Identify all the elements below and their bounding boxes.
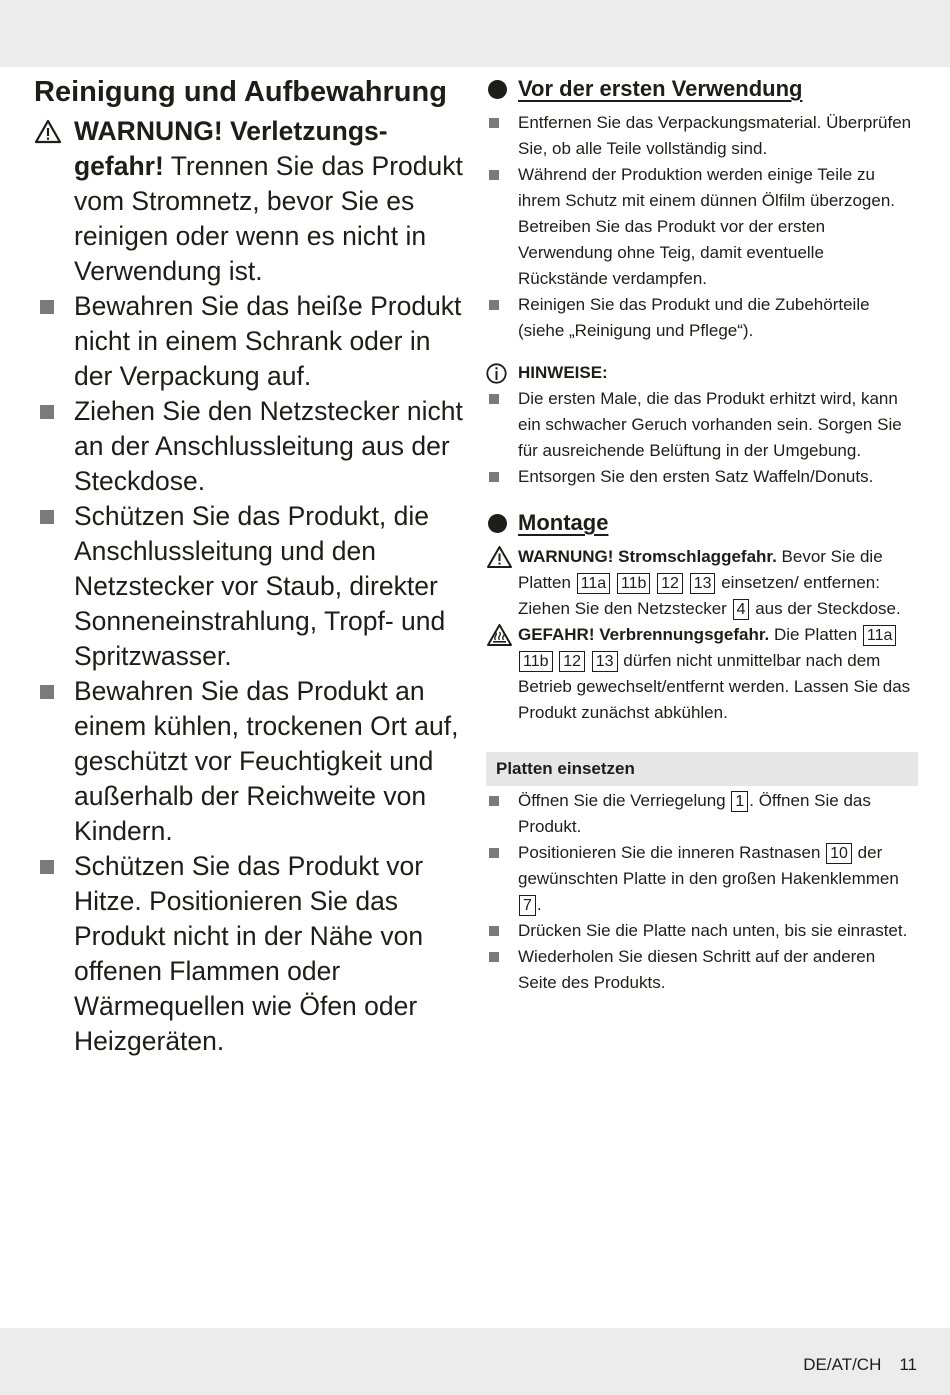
insert-list [486, 788, 918, 996]
cleaning-list [34, 289, 466, 1059]
right-column [486, 74, 918, 996]
page-number: 11 [899, 1355, 917, 1374]
ref-box: 1 [731, 791, 748, 812]
notes-heading: HINWEISE: [486, 360, 918, 386]
section-title-cleaning: Reinigung und Aufbewahrung [34, 76, 447, 108]
subheading-insert-plates: Platten einsetzen [486, 752, 918, 786]
list-item: Entfernen Sie das Verpackungsmaterial. Überprüfen Sie, ob alle Teile vollständig sind. [486, 110, 918, 162]
hot-surface-icon [486, 623, 513, 647]
warning-triangle-icon [34, 119, 62, 144]
footer-region: DE/AT/CH [803, 1355, 882, 1374]
ref-box: 11b [519, 651, 553, 672]
list-item: Reinigen Sie das Produkt und die Zubehörteile (siehe „Reinigung und Pflege“). [486, 292, 918, 344]
bullet-dot-icon [488, 514, 507, 533]
ref-box: 10 [826, 843, 852, 864]
page-footer [785, 1355, 917, 1375]
list-item: Schützen Sie das Produkt vor Hitze. Positionieren Sie das Produkt nicht in der Nähe von offenen Flammen oder Wärmequellen wie Öfen oder Heizgeräten. [34, 849, 466, 1059]
list-item: Bewahren Sie das heiße Produkt nicht in einem Schrank oder in der Verpackung auf. [34, 289, 466, 394]
ref-box: 12 [657, 573, 683, 594]
list-item: Öffnen Sie die Verriegelung 1 . Öffnen Sie das Produkt. [486, 788, 918, 840]
top-band [0, 0, 950, 67]
list-item: Entsorgen Sie den ersten Satz Waffeln/Donuts. [486, 464, 918, 490]
list-item: Ziehen Sie den Netzstecker nicht an der Anschlussleitung aus der Steckdose. [34, 394, 466, 499]
list-item: Bewahren Sie das Produkt an einem kühlen, trockenen Ort auf, geschützt vor Feuchtigkeit und außerhalb der Reichweite von Kindern. [34, 674, 466, 849]
ref-box: 12 [559, 651, 585, 672]
info-icon [486, 363, 507, 384]
list-item: Wiederholen Sie diesen Schritt auf der anderen Seite des Produkts. [486, 944, 918, 996]
list-item: Positionieren Sie die inneren Rastnasen 10 der gewünschten Platte in den großen Hakenklemmen 7 . [486, 840, 918, 918]
list-item: Während der Produktion werden einige Teile zu ihrem Schutz mit einem dünnen Ölfilm überzogen. Betreiben Sie das Produkt vor der ersten Verwendung ohne Teig, damit eventuelle Rückstände verdampfen. [486, 162, 918, 292]
montage-warning: WARNUNG! Stromschlaggefahr. Bevor Sie die Platten 11a 11b 12 13 einsetzen/ entfernen: Ziehen Sie den Netzstecker 4 aus der Steckdose. [486, 544, 918, 622]
first-use-list [486, 110, 918, 344]
list-item: Drücken Sie die Platte nach unten, bis sie einrastet. [486, 918, 918, 944]
section-heading-montage: Montage [486, 508, 918, 538]
ref-box: 7 [519, 895, 536, 916]
notes-list [486, 386, 918, 490]
ref-box: 13 [690, 573, 716, 594]
warning-label: WARNUNG! Verletzungs-gefahr! [74, 116, 388, 181]
ref-box: 11a [577, 573, 611, 594]
ref-box: 11a [863, 625, 897, 646]
montage-danger: GEFAHR! Verbrennungsgefahr. Die Platten 11a 11b 12 13 dürfen nicht unmittelbar nach dem Betrieb gewechselt/entfernt werden. Lassen Sie das Produkt zunächst abkühlen. [486, 622, 918, 726]
left-column [34, 74, 466, 1059]
warning-text: Trennen Sie das Produkt vom Stromnetz, bevor Sie es reinigen oder wenn es nicht in Verwendung ist. [74, 151, 463, 286]
bullet-dot-icon [488, 80, 507, 99]
ref-box: 4 [733, 599, 750, 620]
list-item: Schützen Sie das Produkt, die Anschlussleitung und den Netzstecker vor Staub, direkter Sonneneinstrahlung, Tropf- und Spritzwasser. [34, 499, 466, 674]
ref-box: 13 [592, 651, 618, 672]
list-item: Die ersten Male, die das Produkt erhitzt wird, kann ein schwacher Geruch vorhanden sein. Sorgen Sie für ausreichende Belüftung in der Umgebung. [486, 386, 918, 464]
warning-block [34, 114, 466, 289]
ref-box: 11b [617, 573, 651, 594]
warning-triangle-icon [486, 545, 513, 569]
section-heading-first-use: Vor der ersten Verwendung [486, 74, 918, 104]
